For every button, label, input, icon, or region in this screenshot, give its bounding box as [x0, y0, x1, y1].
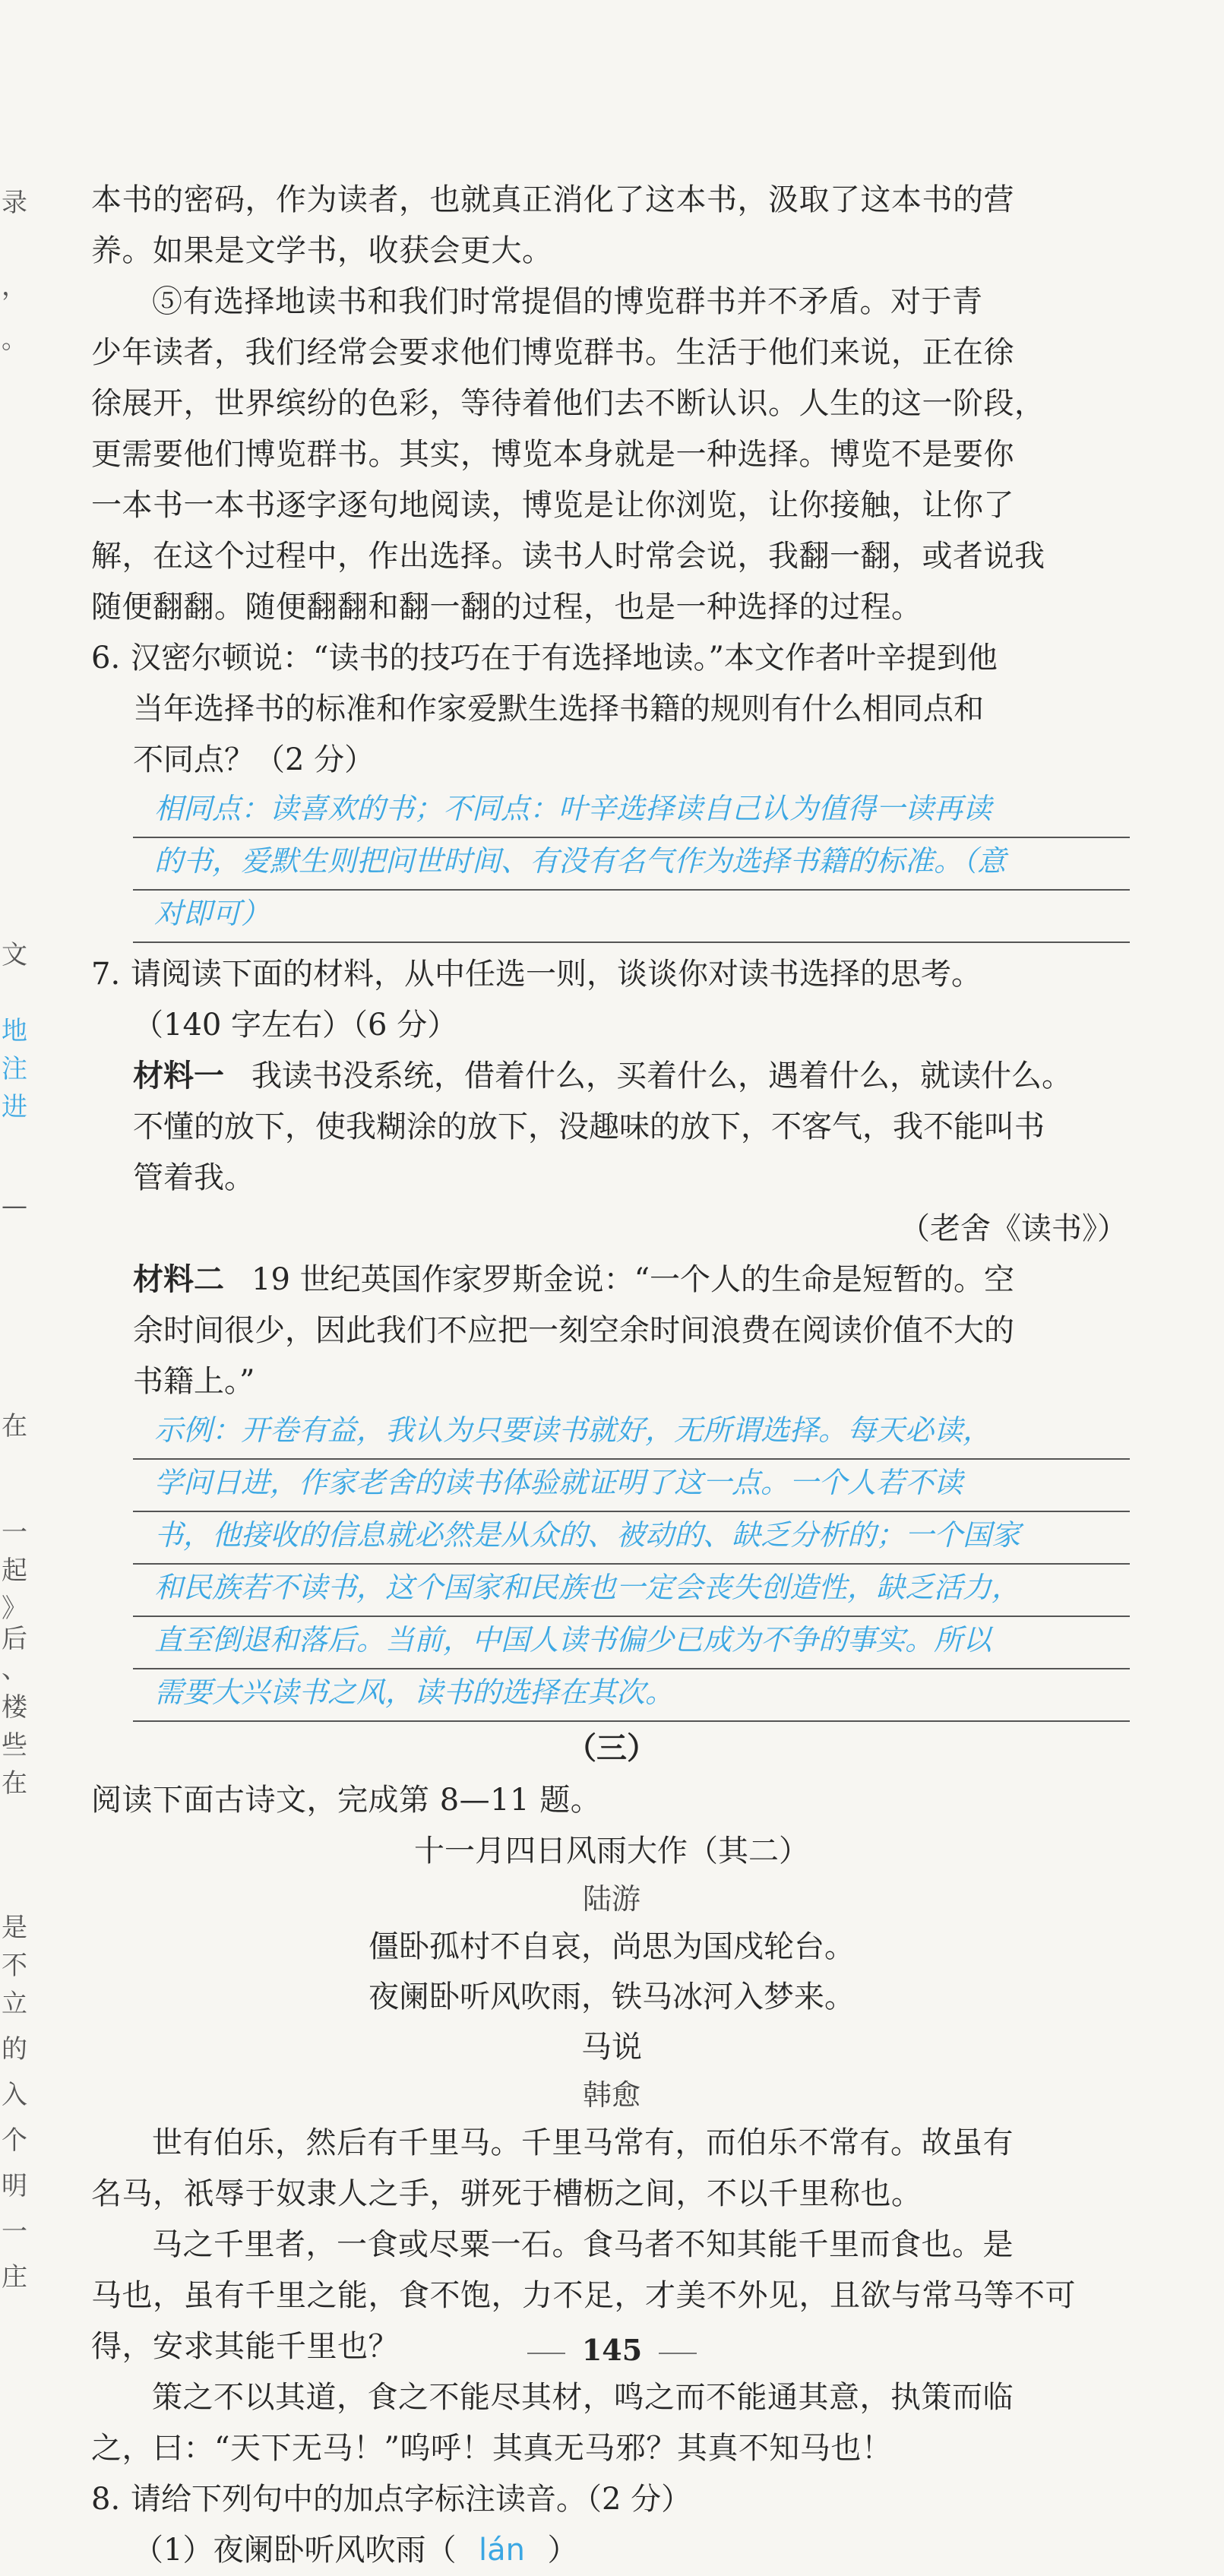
- text-line: 策之不以其道，食之不能尽其材，鸣之而不能通其意，执策而临: [152, 2380, 1014, 2415]
- margin-char: 不: [2, 1951, 27, 1981]
- paragraph-5: [91, 277, 1132, 633]
- margin-char: 后: [2, 1624, 27, 1654]
- text-line: 马之千里者，一食或尽粟一石。食马者不知其能千里而食也。是: [152, 2227, 1014, 2262]
- answer-line: 的书，爱默生则把问世时间、有没有名气作为选择书籍的标准。（意: [133, 838, 1130, 891]
- prose-author: 韩愈: [582, 2078, 640, 2112]
- item-prefix: （1）夜阑卧听风吹雨（: [133, 2533, 457, 2568]
- margin-char: 、: [2, 1654, 27, 1685]
- question-number: 7.: [91, 957, 121, 992]
- text-line: 本书的密码，作为读者，也就真正消化了这本书，汲取了这本书的营: [91, 182, 1014, 217]
- question-text: （140 字左右）（6 分）: [133, 1008, 458, 1043]
- answer-line: 相同点：读喜欢的书；不同点：叶辛选择读自己认为值得一读再读: [133, 786, 1130, 838]
- question-8: [91, 2474, 1132, 2576]
- section-intro: 阅读下面古诗文，完成第 8—11 题。: [91, 1783, 602, 1818]
- question-text: 汉密尔顿说：“读书的技巧在于有选择地读。”本文作者叶辛提到他: [131, 641, 998, 676]
- question-text: 不同点？（2 分）: [133, 742, 375, 777]
- text-line: 更需要他们博览群书。其实，博览本身就是一种选择。博览不是要你: [91, 437, 1014, 472]
- margin-char: 起: [2, 1555, 27, 1586]
- answer-line: 书，他接收的信息就必然是从众的、被动的、缺乏分析的；一个国家: [133, 1512, 1130, 1565]
- margin-char: —: [2, 1191, 27, 1221]
- material-1: [91, 1051, 1132, 1255]
- paragraph-4: [91, 175, 1132, 277]
- handwritten-answer: [133, 786, 1130, 943]
- margin-char: 楼: [2, 1692, 27, 1723]
- dash-right: [659, 2353, 697, 2354]
- page-number: 145: [581, 2333, 643, 2367]
- margin-char: 》: [2, 1593, 27, 1624]
- answer-line: 直至倒退和落后。当前，中国人读书偏少已成为不争的事实。所以: [133, 1617, 1130, 1669]
- margin-char: 文: [2, 940, 27, 970]
- item-suffix: ）: [547, 2533, 578, 2568]
- margin-char: 些: [2, 1730, 27, 1761]
- answer-line: 需要大兴读书之风，读书的选择在其次。: [133, 1669, 1130, 1722]
- margin-char: 入: [2, 2080, 27, 2110]
- material-text: 我读书没系统，借着什么，买着什么，遇着什么，就读什么。: [251, 1059, 1072, 1093]
- answer-line: 学问日进，作家老舍的读书体验就证明了这一点。一个人若不读: [133, 1460, 1130, 1512]
- prose-paragraph-1: [91, 2118, 1132, 2220]
- question-6: [91, 633, 1132, 943]
- margin-char: 个: [2, 2125, 27, 2156]
- material-label: 材料二: [133, 1262, 224, 1297]
- margin-char: 录: [2, 188, 27, 218]
- dash-left: [527, 2353, 565, 2354]
- poem-line: 夜阑卧听风吹雨，铁马冰河入梦来。: [368, 1979, 855, 2014]
- margin-char: 明: [2, 2171, 27, 2201]
- text-line: ⑤有选择地读书和我们时常提倡的博览群书并不矛盾。对于青: [152, 284, 983, 319]
- margin-char: 的: [2, 2034, 27, 2065]
- page-number-row: [0, 2333, 1224, 2367]
- text-line: 徐展开，世界缤纷的色彩，等待着他们去不断认识。人生的这一阶段，: [91, 386, 1045, 421]
- text-line: 一本书一本书逐字逐句地阅读，博览是让你浏览，让你接触，让你了: [91, 488, 1014, 523]
- margin-char: 一: [2, 1517, 27, 1548]
- material-text: 余时间很少，因此我们不应把一刻空余时间浪费在阅读价值不大的: [133, 1313, 1014, 1348]
- text-line: 得，安求其能千里也？: [91, 2329, 399, 2364]
- material-2: [91, 1255, 1132, 1407]
- poem-title: 十一月四日风雨大作（其二）: [414, 1834, 809, 1869]
- text-line: 养。如果是文学书，收获会更大。: [91, 233, 553, 268]
- text-line: 名马，祇辱于奴隶人之手，骈死于槽枥之间，不以千里称也。: [91, 2176, 922, 2211]
- poem-line: 僵卧孤村不自哀，尚思为国戍轮台。: [368, 1929, 855, 1964]
- question-text: 请阅读下面的材料，从中任选一则，谈谈你对读书选择的思考。: [131, 957, 982, 992]
- text-line: 解，在这个过程中，作出选择。读书人时常会说，我翻一翻，或者说我: [91, 539, 1045, 574]
- prose-paragraph-3: [91, 2372, 1132, 2474]
- handwritten-answer: [133, 1407, 1130, 1722]
- material-text: 19 世纪英国作家罗斯金说：“一个人的生命是短暂的。空: [251, 1262, 1015, 1297]
- material-text: 书籍上。”: [133, 1364, 255, 1399]
- question-number: 6.: [91, 641, 121, 676]
- adjacent-page-edge: [0, 0, 30, 2558]
- section-title: （三）: [566, 1731, 657, 1766]
- answer-line: 对即可）: [133, 891, 1130, 943]
- text-line: 少年读者，我们经常会要求他们博览群书。生活于他们来说，正在徐: [91, 335, 1014, 370]
- question-number: 8.: [91, 2482, 121, 2517]
- text-line: 之，曰：“天下无马！”呜呼！其真无马邪？其真不知马也！: [91, 2431, 893, 2466]
- poem-author: 陆游: [582, 1882, 640, 1916]
- question-text: 当年选择书的标准和作家爱默生选择书籍的规则有什么相同点和: [133, 691, 984, 726]
- margin-char: ，: [2, 271, 27, 302]
- margin-char: 注: [2, 1054, 27, 1084]
- answer-line: 示例：开卷有益，我认为只要读书就好，无所谓选择。每天必读，: [133, 1407, 1130, 1460]
- text-line: 世有伯乐，然后有千里马。千里马常有，而伯乐不常有。故虽有: [152, 2125, 1014, 2160]
- prose-title: 马说: [581, 2030, 642, 2065]
- pinyin-answer: lán: [478, 2533, 525, 2568]
- margin-char: 一: [2, 2217, 27, 2247]
- margin-char: 是: [2, 1913, 27, 1943]
- question-text: 请给下列句中的加点字标注读音。（2 分）: [131, 2482, 692, 2517]
- answer-line: 和民族若不读书，这个国家和民族也一定会丧失创造性，缺乏活力，: [133, 1565, 1130, 1617]
- page-content: [91, 175, 1132, 2576]
- question-7: [91, 949, 1132, 1722]
- margin-char: 在: [2, 1411, 27, 1441]
- margin-char: 在: [2, 1768, 27, 1799]
- text-line: 马也，虽有千里之能，食不饱，力不足，才美不外见，且欲与常马等不可: [91, 2278, 1076, 2313]
- text-line: 随便翻翻。随便翻翻和翻一翻的过程，也是一种选择的过程。: [91, 590, 922, 625]
- material-source: （老舍《读书》）: [900, 1211, 1128, 1246]
- material-text: 管着我。: [133, 1160, 255, 1195]
- margin-char: 。: [2, 324, 27, 355]
- margin-char: 进: [2, 1092, 27, 1122]
- margin-char: 地: [2, 1016, 27, 1046]
- material-text: 不懂的放下，使我糊涂的放下，没趣味的放下，不客气，我不能叫书: [133, 1109, 1045, 1144]
- margin-char: 立: [2, 1989, 27, 2019]
- material-label: 材料一: [133, 1059, 224, 1093]
- margin-char: 庄: [2, 2262, 27, 2293]
